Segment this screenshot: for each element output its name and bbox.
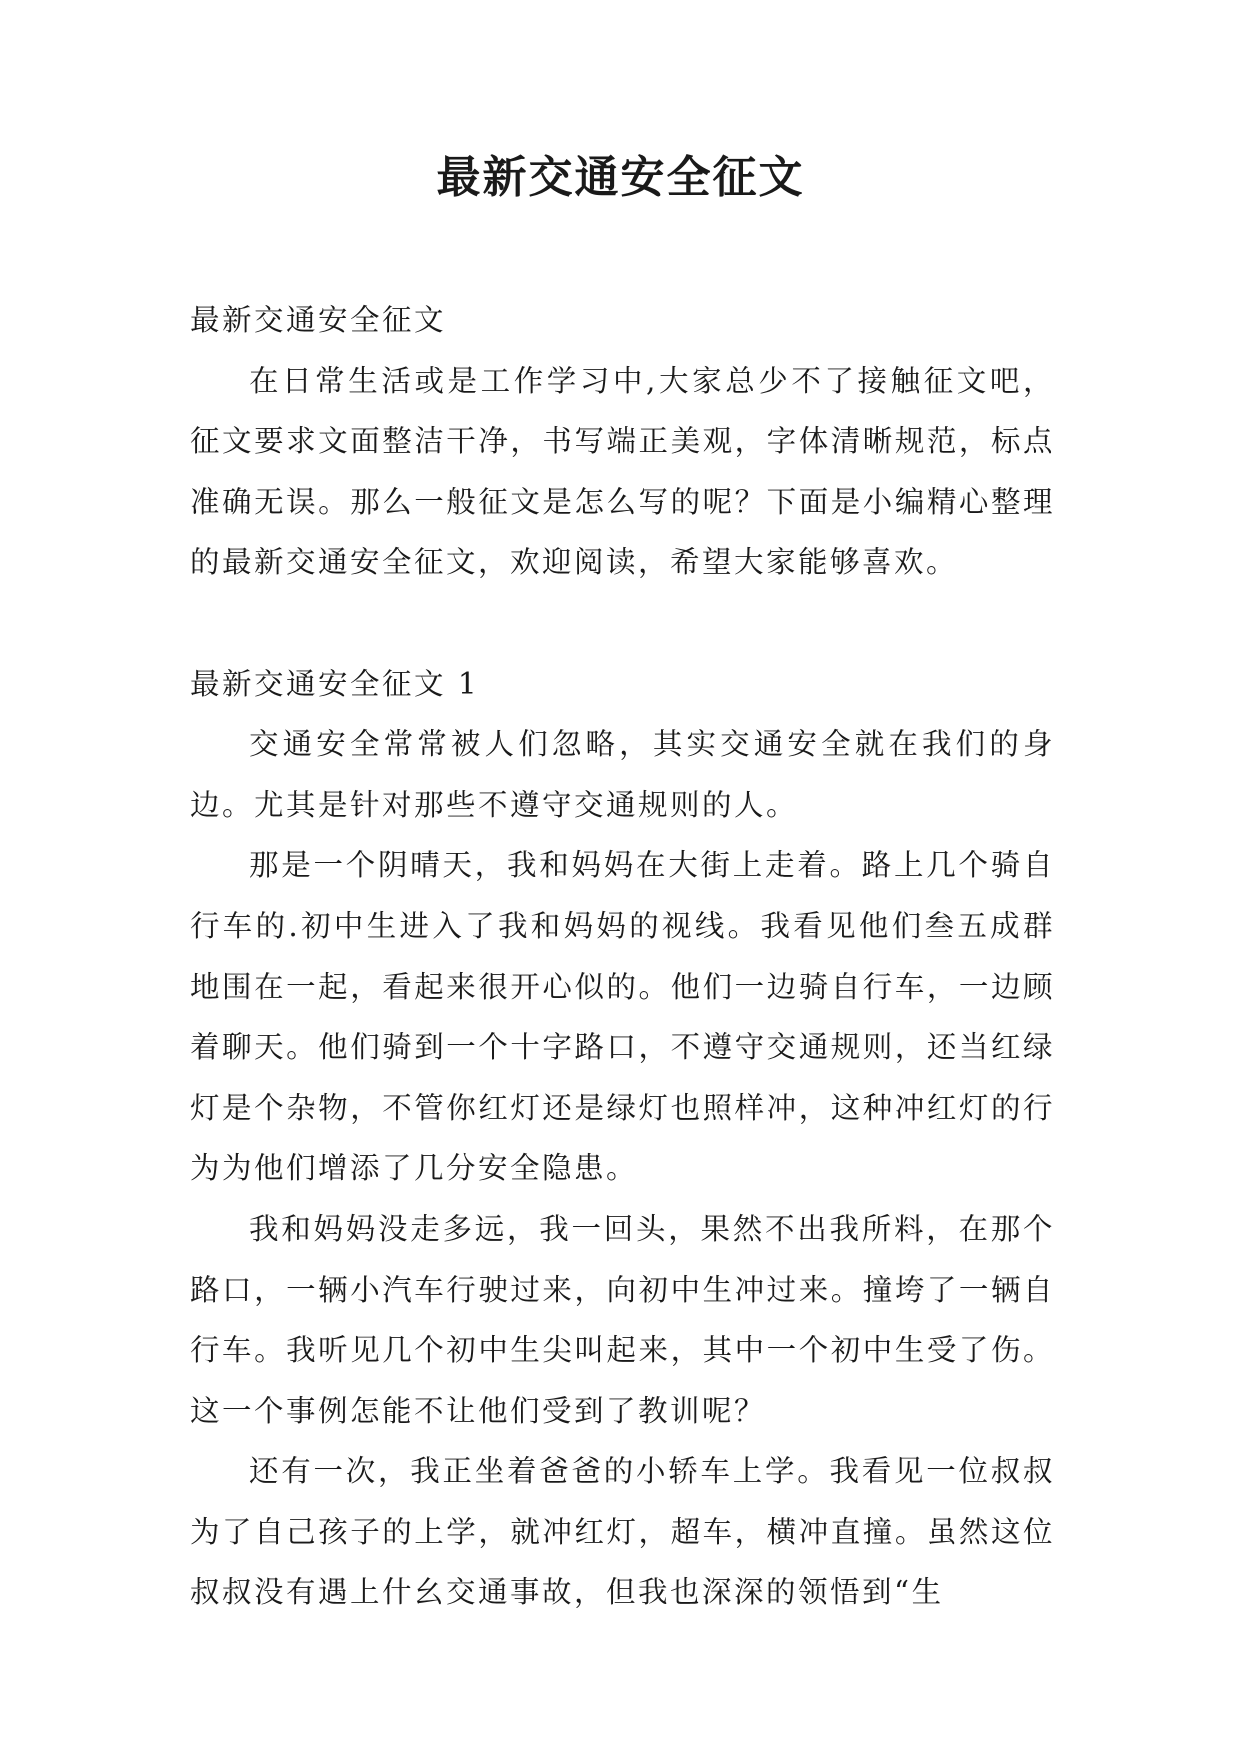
section-1-paragraph: 交通安全常常被人们忽略，其实交通安全就在我们的身边。尤其是针对那些不遵守交通规则的人。 — [190, 727, 1055, 822]
intro-heading: 最新交通安全征文 — [190, 303, 447, 337]
section-1-paragraph: 那是一个阴晴天，我和妈妈在大街上走着。路上几个骑自行车的.初中生进入了我和妈妈的视线。我看见他们叁五成群地围在一起，看起来很开心似的。他们一边骑自行车，一边顾着聊天。他们骑到一个十字路口，不遵守交通规则，还当红绿灯是个杂物，不管你红灯还是绿灯也照样冲，这种冲红灯的行为为他们增添了几分安全隐患。 — [190, 848, 1055, 1186]
section-1-heading: 最新交通安全征文 1 — [190, 666, 480, 701]
section-spacer — [190, 593, 1055, 654]
section-1-paragraph: 我和妈妈没走多远，我一回头，果然不出我所料，在那个路口，一辆小汽车行驶过来，向初中生冲过来。撞垮了一辆自行车。我听见几个初中生尖叫起来，其中一个初中生受了伤。这一个事例怎能不让他们受到了教训呢？ — [190, 1211, 1055, 1428]
intro-paragraph: 在日常生活或是工作学习中,大家总少不了接触征文吧，征文要求文面整洁干净，书写端正美观，字体清晰规范，标点准确无误。那么一般征文是怎么写的呢？下面是小编精心整理的最新交通安全征文，欢迎阅读，希望大家能够喜欢。 — [190, 363, 1055, 580]
document-body — [190, 290, 1055, 1623]
section-1-paragraph: 还有一次，我正坐着爸爸的小轿车上学。我看见一位叔叔为了自己孩子的上学，就冲红灯，超车，横冲直撞。虽然这位叔叔没有遇上什幺交通事故，但我也深深的领悟到“生 — [190, 1454, 1055, 1610]
document-title: 最新交通安全征文 — [436, 152, 805, 203]
